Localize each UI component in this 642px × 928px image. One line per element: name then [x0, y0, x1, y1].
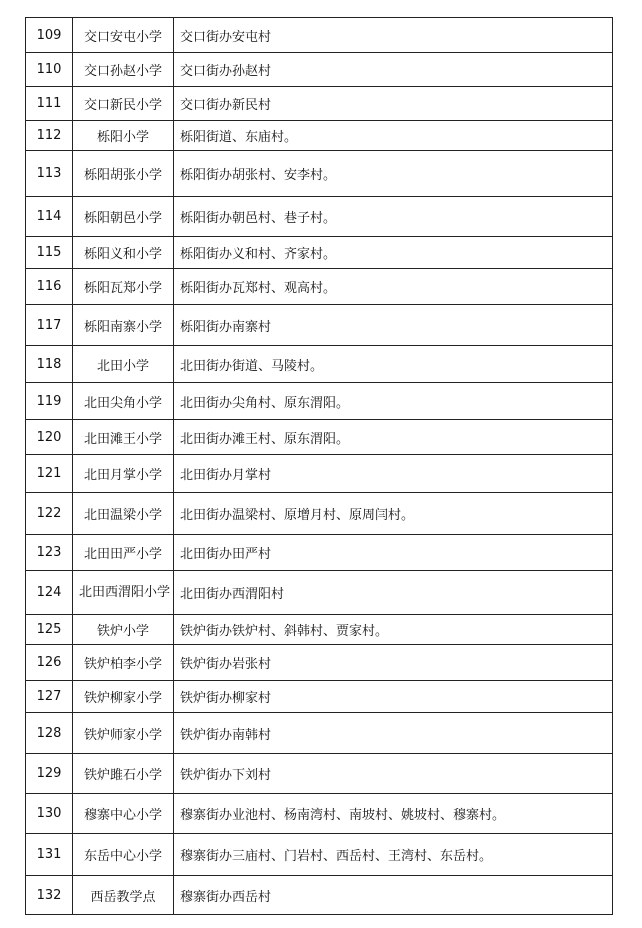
- table-row: [26, 121, 613, 151]
- row-number: 128: [26, 713, 73, 754]
- school-name: 铁炉小学: [73, 615, 174, 645]
- school-name: 北田温梁小学: [73, 493, 174, 535]
- district-area: 交口街办孙赵村: [174, 53, 613, 87]
- district-area: 北田街办西渭阳村: [174, 571, 613, 615]
- school-name: 北田滩王小学: [73, 420, 174, 455]
- table-row: [26, 834, 613, 876]
- row-number: 116: [26, 269, 73, 305]
- district-area: 北田街办尖角村、原东渭阳。: [174, 383, 613, 420]
- school-name: 栎阳瓦郑小学: [73, 269, 174, 305]
- table-row: [26, 535, 613, 571]
- district-area: 北田街办滩王村、原东渭阳。: [174, 420, 613, 455]
- row-number: 125: [26, 615, 73, 645]
- district-area: 栎阳街办胡张村、安李村。: [174, 151, 613, 197]
- district-area: 栎阳街道、东庙村。: [174, 121, 613, 151]
- district-area: 交口街办新民村: [174, 87, 613, 121]
- table-row: [26, 615, 613, 645]
- school-name: 铁炉柳家小学: [73, 681, 174, 713]
- district-area: 铁炉街办铁炉村、斜韩村、贾家村。: [174, 615, 613, 645]
- table-row: [26, 151, 613, 197]
- school-name: 穆寨中心小学: [73, 794, 174, 834]
- row-number: 130: [26, 794, 73, 834]
- row-number: 127: [26, 681, 73, 713]
- row-number: 113: [26, 151, 73, 197]
- row-number: 121: [26, 455, 73, 493]
- school-name: 铁炉师家小学: [73, 713, 174, 754]
- table-row: [26, 197, 613, 237]
- district-area: 铁炉街办岩张村: [174, 645, 613, 681]
- district-area: 穆寨街办业池村、杨南湾村、南坡村、姚坡村、穆寨村。: [174, 794, 613, 834]
- row-number: 120: [26, 420, 73, 455]
- row-number: 117: [26, 305, 73, 346]
- school-name: 栎阳朝邑小学: [73, 197, 174, 237]
- district-area: 穆寨街办西岳村: [174, 876, 613, 915]
- row-number: 132: [26, 876, 73, 915]
- table-row: [26, 876, 613, 915]
- table-row: [26, 713, 613, 754]
- row-number: 118: [26, 346, 73, 383]
- table-row: [26, 681, 613, 713]
- district-area: 铁炉街办南韩村: [174, 713, 613, 754]
- school-name: 铁炉雎石小学: [73, 754, 174, 794]
- school-name: 交口孙赵小学: [73, 53, 174, 87]
- table-row: [26, 455, 613, 493]
- table-row: [26, 493, 613, 535]
- row-number: 114: [26, 197, 73, 237]
- row-number: 129: [26, 754, 73, 794]
- school-name: 栎阳胡张小学: [73, 151, 174, 197]
- table-row: [26, 383, 613, 420]
- table-row: [26, 269, 613, 305]
- row-number: 115: [26, 237, 73, 269]
- district-area: 北田街办月掌村: [174, 455, 613, 493]
- row-number: 122: [26, 493, 73, 535]
- table-row: [26, 346, 613, 383]
- table-row: [26, 18, 613, 53]
- row-number: 124: [26, 571, 73, 615]
- district-area: 北田街办温梁村、原增月村、原周闫村。: [174, 493, 613, 535]
- district-area: 交口街办安屯村: [174, 18, 613, 53]
- row-number: 126: [26, 645, 73, 681]
- school-name: 北田月掌小学: [73, 455, 174, 493]
- district-area: 栎阳街办南寨村: [174, 305, 613, 346]
- school-name: 北田西渭阳小学: [73, 571, 174, 615]
- school-name: 铁炉柏李小学: [73, 645, 174, 681]
- table-row: [26, 794, 613, 834]
- district-area: 栎阳街办朝邑村、巷子村。: [174, 197, 613, 237]
- school-name: 栎阳义和小学: [73, 237, 174, 269]
- school-name: 东岳中心小学: [73, 834, 174, 876]
- table-row: [26, 645, 613, 681]
- row-number: 111: [26, 87, 73, 121]
- row-number: 131: [26, 834, 73, 876]
- school-district-table: [25, 17, 613, 915]
- district-area: 北田街办田严村: [174, 535, 613, 571]
- district-area: 铁炉街办柳家村: [174, 681, 613, 713]
- row-number: 119: [26, 383, 73, 420]
- school-name: 栎阳南寨小学: [73, 305, 174, 346]
- district-area: 北田街办街道、马陵村。: [174, 346, 613, 383]
- school-name: 交口新民小学: [73, 87, 174, 121]
- table-row: [26, 87, 613, 121]
- row-number: 112: [26, 121, 73, 151]
- district-area: 穆寨街办三庙村、门岩村、西岳村、王湾村、东岳村。: [174, 834, 613, 876]
- school-name: 北田小学: [73, 346, 174, 383]
- district-area: 栎阳街办义和村、齐家村。: [174, 237, 613, 269]
- row-number: 110: [26, 53, 73, 87]
- table-row: [26, 305, 613, 346]
- row-number: 109: [26, 18, 73, 53]
- school-name: 西岳教学点: [73, 876, 174, 915]
- district-area: 铁炉街办下刘村: [174, 754, 613, 794]
- school-name: 交口安屯小学: [73, 18, 174, 53]
- school-name: 北田田严小学: [73, 535, 174, 571]
- row-number: 123: [26, 535, 73, 571]
- district-area: 栎阳街办瓦郑村、观高村。: [174, 269, 613, 305]
- table-row: [26, 420, 613, 455]
- table-row: [26, 571, 613, 615]
- table-row: [26, 237, 613, 269]
- school-name: 北田尖角小学: [73, 383, 174, 420]
- table-row: [26, 53, 613, 87]
- table-row: [26, 754, 613, 794]
- school-name: 栎阳小学: [73, 121, 174, 151]
